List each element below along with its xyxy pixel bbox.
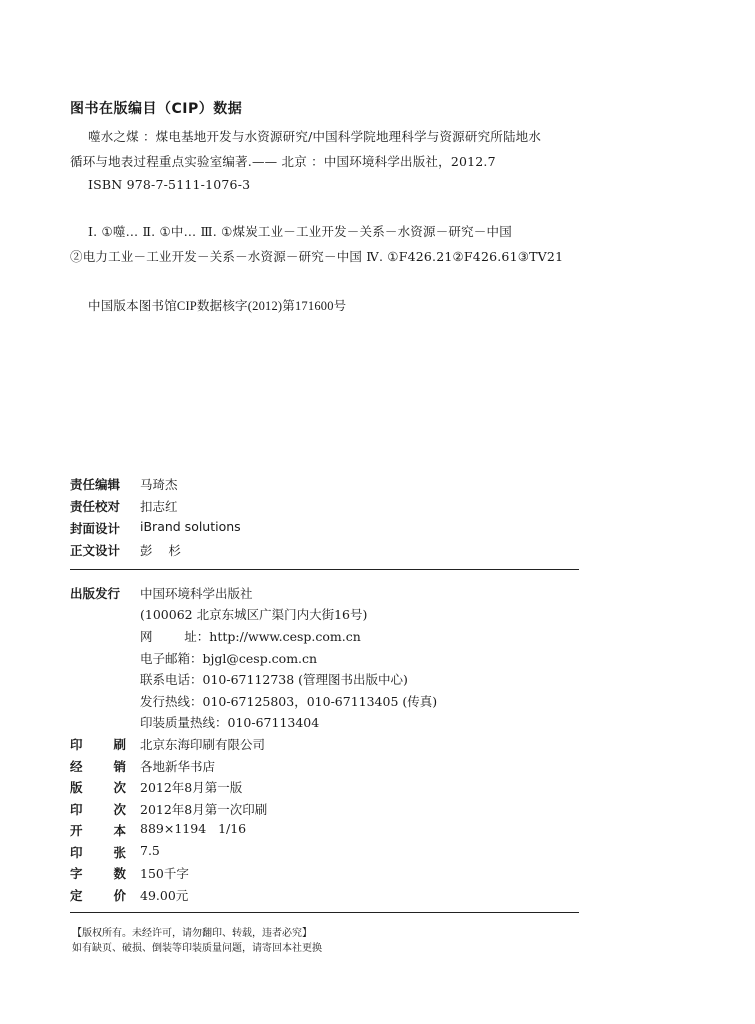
spec-value: 49.00元 <box>140 888 189 903</box>
spec-label: 版 次 <box>70 780 126 795</box>
spec-value: 889×1194 1/16 <box>140 821 247 836</box>
spec-value: 北京东海印刷有限公司 <box>140 737 266 752</box>
credit-value: iBrand solutions <box>140 519 241 534</box>
credit-label: 责任编辑 <box>70 477 121 492</box>
cip-classification-line-continued: ②电力工业－工业开发－关系－水资源－研究－中国 Ⅳ. ①F426.21②F426.61③TV21 <box>70 249 564 264</box>
publisher-quality-hotline: 印装质量热线：010-67113404 <box>140 715 320 730</box>
cip-record-number: 中国版本图书馆CIP数据核字(2012)第171600号 <box>88 299 347 313</box>
divider-rule <box>70 569 579 570</box>
publisher-name: 中国环境科学出版社 <box>140 586 253 601</box>
cip-title-line: 噬水之煤 ：煤电基地开发与水资源研究/中国科学院地理科学与资源研究所陆地水 <box>88 129 542 144</box>
cip-title-line-continued: 循环与地表过程重点实验室编著.—— 北京 ：中国环境科学出版社，2012.7 <box>70 154 496 169</box>
spec-label: 定 价 <box>70 888 126 903</box>
spec-value: 2012年8月第一次印刷 <box>140 802 268 817</box>
spec-label: 印 刷 <box>70 737 126 752</box>
spec-label: 经 销 <box>70 759 126 774</box>
cip-classification-line: Ⅰ. ①噬… Ⅱ. ①中… Ⅲ. ①煤炭工业－工业开发－关系－水资源－研究－中国 <box>88 224 512 239</box>
spec-label: 印 次 <box>70 802 126 817</box>
credit-label: 封面设计 <box>70 521 121 536</box>
publisher-email: 电子邮箱：bjgl@cesp.com.cn <box>140 651 318 666</box>
credit-value: 马琦杰 <box>140 477 178 492</box>
publisher-hotline: 发行热线：010-67125803，010-67113405 (传真) <box>140 694 438 709</box>
credit-value: 扣志红 <box>140 499 178 514</box>
spec-value: 2012年8月第一版 <box>140 780 243 795</box>
credit-value: 彭 杉 <box>140 543 181 558</box>
spec-label: 字 数 <box>70 866 126 881</box>
spec-value: 各地新华书店 <box>140 759 216 774</box>
publisher-phone: 联系电话：010-67112738 (管理图书出版中心) <box>140 672 408 687</box>
copyright-notice: 【版权所有。未经许可，请勿翻印、转载，违者必究】 <box>72 928 312 939</box>
spec-value: 7.5 <box>140 843 160 858</box>
spec-label: 印 张 <box>70 845 126 860</box>
cip-heading: 图书在版编目（CIP）数据 <box>70 101 243 117</box>
divider-rule <box>70 912 579 913</box>
quality-notice: 如有缺页、破损、倒装等印装质量问题，请寄回本社更换 <box>72 943 322 954</box>
spec-label: 开 本 <box>70 823 126 838</box>
publisher-website: 网 址：http://www.cesp.com.cn <box>140 629 361 644</box>
cip-isbn: ISBN 978-7-5111-1076-3 <box>88 177 251 192</box>
credit-label: 责任校对 <box>70 499 121 514</box>
publisher-label: 出版发行 <box>70 586 121 601</box>
spec-value: 150千字 <box>140 866 189 881</box>
credit-label: 正文设计 <box>70 543 121 558</box>
publisher-address: (100062 北京东城区广渠门内大街16号) <box>140 607 368 622</box>
